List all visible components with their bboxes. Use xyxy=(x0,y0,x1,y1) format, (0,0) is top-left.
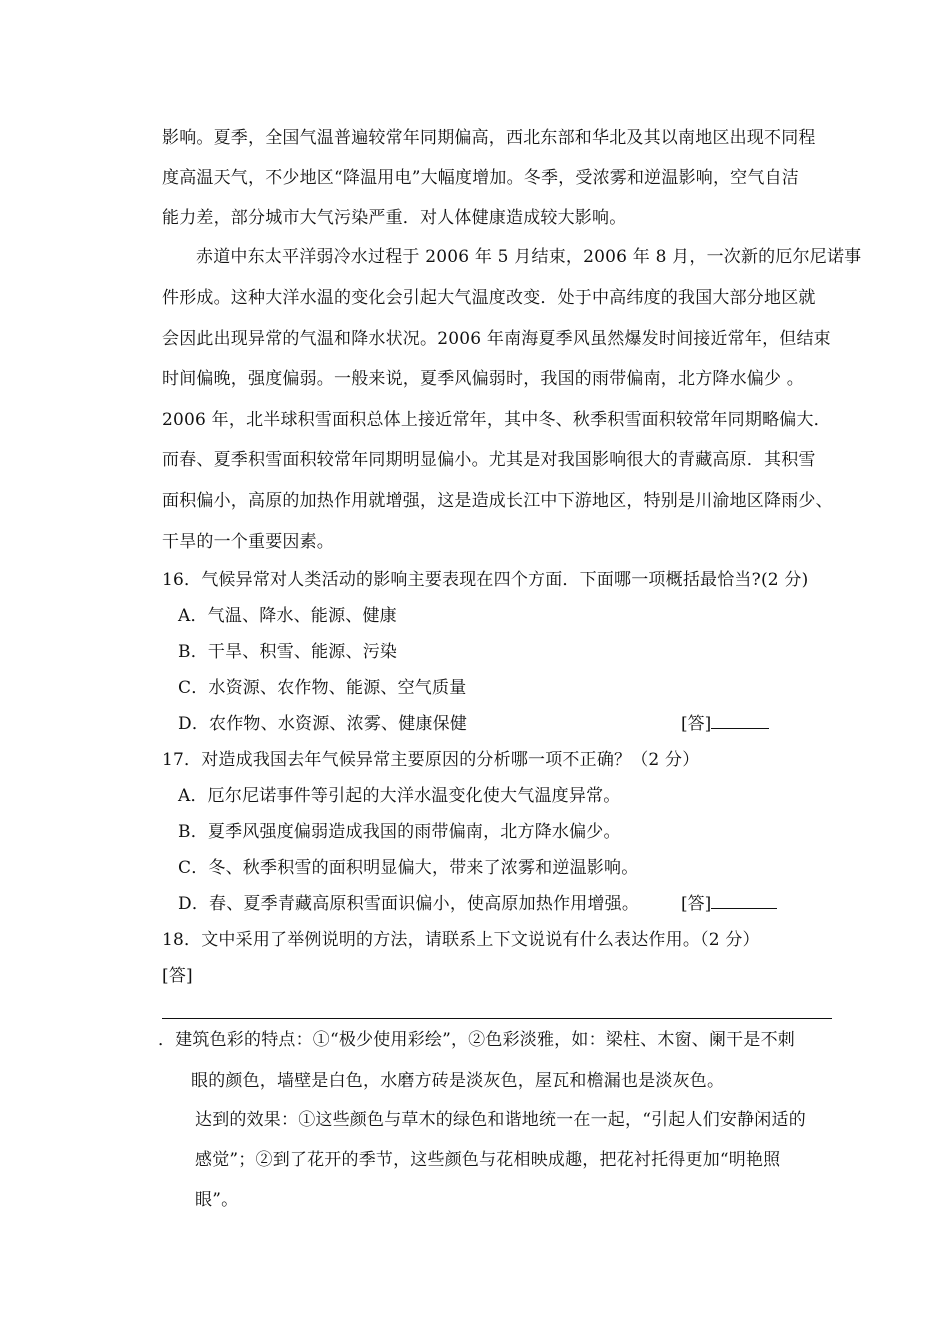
passage-line: 会因此出现异常的气温和降水状况。2006 年南海夏季风虽然爆发时间接近常年，但结束 xyxy=(162,329,831,349)
passage-line: 面积偏小，高原的加热作用就增强，这是造成长江中下游地区，特别是川渝地区降雨少、 xyxy=(162,491,833,511)
answer-blank[interactable] xyxy=(711,894,777,909)
q16-option-b: B．干旱、积雪、能源、污染 xyxy=(178,642,398,662)
solution-line: 感觉”；②到了花开的季节，这些颜色与花相映成趣，把花衬托得更加“明艳照 xyxy=(195,1150,781,1170)
passage-line: 影响。夏季，全国气温普遍较常年同期偏高，西北东部和华北及其以南地区出现不同程 xyxy=(162,128,816,148)
answer-label: [答] xyxy=(681,714,712,734)
solution-line: ．建筑色彩的特点：①“极少使用彩绘”，②色彩淡雅，如：梁柱、木窗、阑干是不刺 xyxy=(158,1030,795,1050)
solution-line: 眼的颜色，墙壁是白色，水磨方砖是淡灰色，屋瓦和檐漏也是淡灰色。 xyxy=(191,1071,725,1091)
q17-answer[interactable] xyxy=(681,893,777,915)
passage-line: 赤道中东太平洋弱冷水过程于 2006 年 5 月结束，2006 年 8 月，一次新的厄尔尼诺事 xyxy=(196,247,862,267)
q17-option-b: B．夏季风强度偏弱造成我国的雨带偏南，北方降水偏少。 xyxy=(178,822,621,842)
passage-line: 能力差，部分城市大气污染严重．对人体健康造成较大影响。 xyxy=(162,208,627,228)
passage-line: 时间偏晚，强度偏弱。一般来说，夏季风偏弱时，我国的雨带偏南，北方降水偏少 。 xyxy=(162,369,805,389)
q17-option-d: D．春、夏季青藏高原积雪面识偏小，使高原加热作用增强。 xyxy=(178,894,640,914)
question-17-stem: 17．对造成我国去年气候异常主要原因的分析哪一项不正确？（2 分） xyxy=(162,750,700,770)
q16-option-d: D．农作物、水资源、浓雾、健康保健 xyxy=(178,714,468,734)
passage-line: 而春、夏季积雪面积较常年同期明显偏小。尤其是对我国影响很大的青藏高原．其积雪 xyxy=(162,450,816,470)
q17-option-c: C．冬、秋季积雪的面积明显偏大，带来了浓雾和逆温影响。 xyxy=(178,858,639,878)
q16-option-c: C．水资源、农作物、能源、空气质量 xyxy=(178,678,467,698)
q16-option-a: A．气温、降水、能源、健康 xyxy=(178,606,397,626)
solution-line: 眼”。 xyxy=(195,1190,239,1210)
q16-answer[interactable] xyxy=(681,713,769,735)
answer-line[interactable] xyxy=(162,1018,832,1019)
q18-answer-label: [答] xyxy=(162,966,193,986)
passage-line: 件形成。这种大洋水温的变化会引起大气温度改变．处于中高纬度的我国大部分地区就 xyxy=(162,288,816,308)
passage-line: 干旱的一个重要因素。 xyxy=(162,532,334,552)
q17-option-a: A．厄尔尼诺事件等引起的大洋水温变化使大气温度异常。 xyxy=(178,786,621,806)
passage-line: 度高温天气，不少地区“降温用电”大幅度增加。冬季，受浓雾和逆温影响，空气自洁 xyxy=(162,168,799,188)
question-18-stem: 18．文中采用了举例说明的方法，请联系上下文说说有什么表达作用。（2 分） xyxy=(162,930,760,950)
solution-line: 达到的效果：①这些颜色与草木的绿色和谐地统一在一起，“引起人们安静闲适的 xyxy=(195,1110,806,1130)
passage-line: 2006 年，北半球积雪面积总体上接近常年，其中冬、秋季积雪面积较常年同期略偏大． xyxy=(162,410,831,430)
answer-label: [答] xyxy=(681,894,712,914)
answer-blank[interactable] xyxy=(711,714,769,729)
question-16-stem: 16．气候异常对人类活动的影响主要表现在四个方面．下面哪一项概括最恰当?(2 分) xyxy=(162,570,809,590)
